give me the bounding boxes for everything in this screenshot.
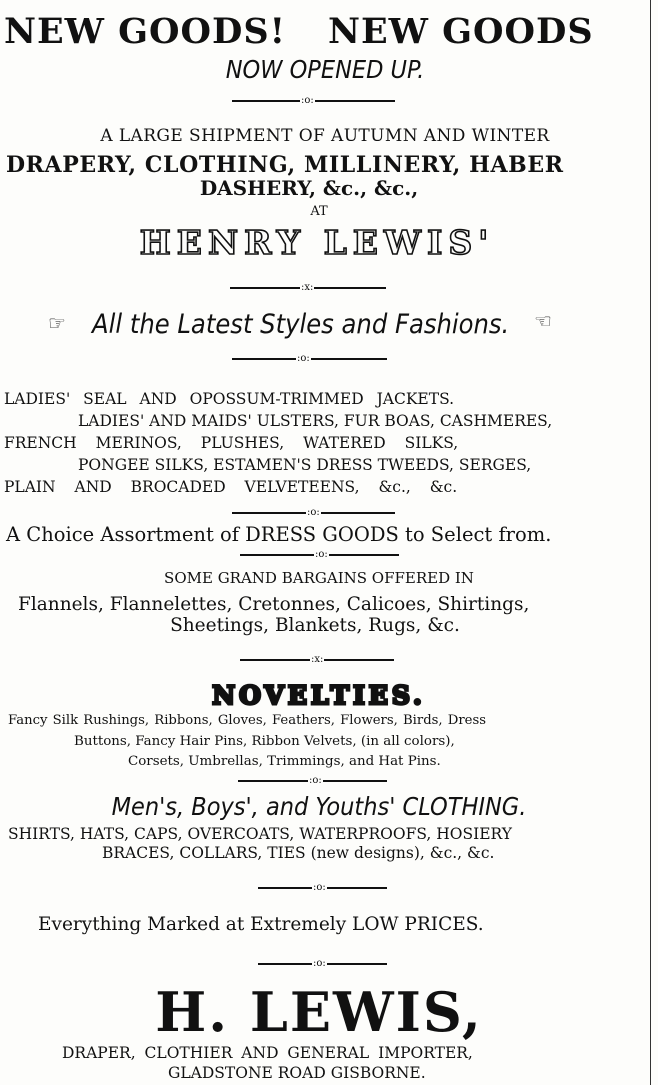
- bargains-line-1: SOME GRAND BARGAINS OFFERED IN: [164, 569, 474, 587]
- separator-6: :x:: [240, 655, 394, 665]
- novelties-title: NOVELTIES.: [212, 681, 426, 710]
- mens-line-1: SHIRTS, HATS, CAPS, OVERCOATS, WATERPROOFS, HOSIERY: [8, 825, 512, 843]
- now-opened-up: NOW OPENED UP.: [225, 55, 425, 84]
- low-prices-line: Everything Marked at Extremely LOW PRICES.: [38, 914, 484, 935]
- ladies-line-3: FRENCH MERINOS, PLUSHES, WATERED SILKS,: [4, 434, 459, 452]
- separator-4: :o:: [232, 508, 395, 518]
- headline-new-goods-1: NEW GOODS!: [4, 11, 287, 52]
- ladies-line-1: LADIES' SEAL AND OPOSSUM-TRIMMED JACKETS.: [4, 390, 455, 408]
- ladies-line-2: LADIES' AND MAIDS' ULSTERS, FUR BOAS, CASHMERES,: [78, 412, 553, 430]
- bargains-line-2: Flannels, Flannelettes, Cretonnes, Calicoes, Shirtings,: [18, 594, 530, 615]
- pointing-hand-left-icon: ☜: [534, 309, 552, 333]
- dress-goods-line: A Choice Assortment of DRESS GOODS to Select from.: [6, 523, 552, 546]
- separator-1: :o:: [232, 96, 395, 106]
- separator-8: :o:: [258, 883, 387, 893]
- separator-3: :o:: [232, 354, 387, 364]
- latest-styles-text: All the Latest Styles and Fashions.: [92, 309, 510, 340]
- separator-2: :x:: [230, 283, 386, 293]
- ladies-line-4: PONGEE SILKS, ESTAMEN'S DRESS TWEEDS, SERGES,: [78, 456, 532, 474]
- footer-line-2: GLADSTONE ROAD GISBORNE.: [168, 1064, 426, 1082]
- novelties-line-1: Fancy Silk Rushings, Ribbons, Gloves, Feathers, Flowers, Birds, Dress: [8, 713, 487, 728]
- pointing-hand-right-icon: ☞: [48, 311, 66, 335]
- intro-line-3: DASHERY, &c., &c.,: [199, 176, 419, 200]
- intro-line-2: DRAPERY, CLOTHING, MILLINERY, HABER: [6, 152, 564, 178]
- henry-lewis-name: HENRY LEWIS': [139, 223, 495, 262]
- mens-line-2: BRACES, COLLARS, TIES (new designs), &c., &c.: [102, 844, 495, 862]
- intro-line-1: A LARGE SHIPMENT OF AUTUMN AND WINTER: [100, 126, 550, 146]
- separator-5: :o:: [240, 550, 399, 560]
- novelties-line-3: Corsets, Umbrellas, Trimmings, and Hat Pins.: [128, 754, 441, 769]
- h-lewis-name: H. LEWIS,: [155, 980, 483, 1044]
- mens-clothing-title: Men's, Boys', and Youths' CLOTHING.: [111, 792, 527, 821]
- separator-7: :o:: [238, 776, 387, 786]
- footer-line-1: DRAPER, CLOTHIER AND GENERAL IMPORTER,: [62, 1044, 473, 1062]
- ladies-line-5: PLAIN AND BROCADED VELVETEENS, &c., &c.: [4, 478, 458, 496]
- headline-new-goods-2: NEW GOODS: [328, 11, 594, 52]
- separator-9: :o:: [258, 959, 387, 969]
- bargains-line-3: Sheetings, Blankets, Rugs, &c.: [170, 615, 460, 636]
- novelties-line-2: Buttons, Fancy Hair Pins, Ribbon Velvets, (in all colors),: [74, 734, 455, 749]
- intro-line-4: AT: [310, 204, 328, 219]
